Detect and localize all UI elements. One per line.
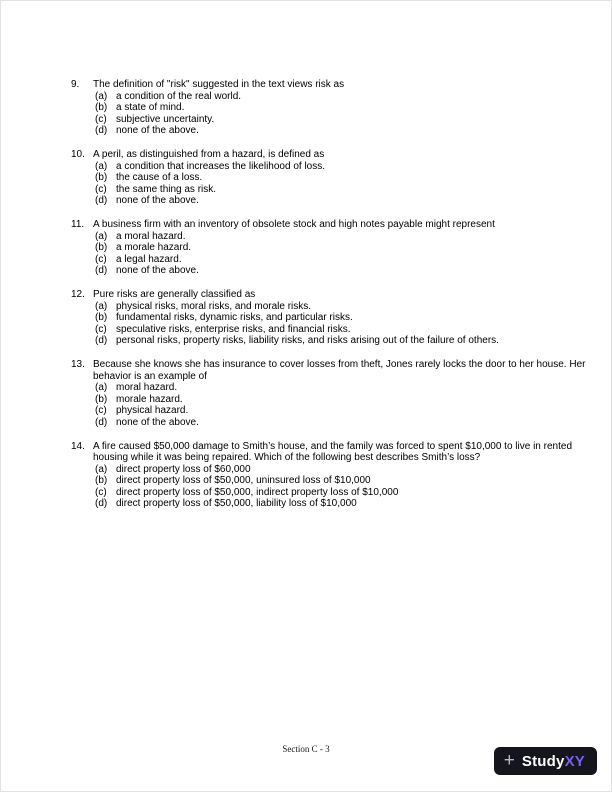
option-letter: (c) (95, 253, 107, 265)
question-stem: Because she knows she has insurance to cover losses from theft, Jones rarely locks the door to her house. Her behavior is an example of (93, 359, 586, 382)
option-text: physical hazard. (116, 405, 189, 416)
option-letter: (b) (95, 475, 108, 486)
question-9 (71, 79, 591, 137)
studyxy-logo (494, 747, 597, 775)
option-text: none of the above. (116, 265, 199, 276)
option-text: subjective uncertainty. (116, 113, 215, 125)
option-text: personal risks, property risks, liability risks, and risks arising out of the failure of others. (116, 335, 499, 346)
option-letter: (c) (95, 113, 107, 125)
option-text: the cause of a loss. (116, 172, 203, 183)
answer-option-a (93, 301, 591, 313)
answer-option-a (93, 161, 591, 173)
option-text: morale hazard. (116, 393, 183, 405)
option-letter: (a) (95, 160, 108, 172)
option-letter: (a) (95, 463, 108, 475)
brand-name-accent: XY (564, 752, 585, 770)
option-text: a moral hazard. (116, 230, 186, 242)
answer-option-b (93, 394, 591, 406)
option-text: fundamental risks, dynamic risks, and particular risks. (116, 312, 353, 323)
question-stem: A fire caused $50,000 damage to Smith’s house, and the family was forced to spent $10,000 to live in rented housing while it was being repaired. Which of the following best describes Smith’s loss? (93, 440, 573, 463)
option-letter: (c) (95, 183, 107, 195)
option-text: moral hazard. (116, 382, 178, 393)
option-text: direct property loss of $50,000, uninsured loss of $10,000 (116, 475, 371, 486)
answer-option-a (93, 382, 591, 394)
question-stem: A business firm with an inventory of obsolete stock and high notes payable might represent (93, 219, 495, 230)
option-letter: (a) (95, 230, 108, 242)
question-14 (71, 441, 591, 510)
answer-option-d (93, 417, 591, 429)
option-letter: (a) (95, 90, 108, 102)
option-letter: (d) (95, 416, 108, 428)
question-stem: The definition of "risk" suggested in the text views risk as (93, 79, 345, 90)
option-text: a legal hazard. (116, 253, 182, 265)
option-text: the same thing as risk. (116, 183, 217, 195)
option-letter: (c) (95, 486, 107, 498)
option-letter: (b) (95, 242, 108, 253)
question-number: 12. (71, 289, 85, 300)
question-body (93, 359, 591, 428)
option-letter: (c) (95, 405, 107, 416)
question-number: 11. (71, 219, 85, 230)
option-text: physical risks, moral risks, and morale risks. (116, 300, 312, 312)
option-text: speculative risks, enterprise risks, and financial risks. (116, 323, 351, 335)
question-number: 10. (71, 149, 85, 160)
option-text: direct property loss of $50,000, liability loss of $10,000 (116, 498, 357, 509)
question-body (93, 149, 591, 207)
question-number: 13. (71, 359, 85, 370)
option-text: a condition of the real world. (116, 90, 242, 102)
question-body (93, 219, 591, 277)
option-letter: (b) (95, 102, 108, 113)
answer-option-d (93, 265, 591, 277)
answer-option-b (93, 312, 591, 324)
option-text: none of the above. (116, 195, 199, 206)
question-13 (71, 359, 591, 428)
option-letter: (a) (95, 300, 108, 312)
answer-option-b (93, 475, 591, 487)
footer-section-label: Section C - 3 (282, 744, 330, 754)
option-text: a condition that increases the likelihood of loss. (116, 160, 326, 172)
answer-option-b (93, 172, 591, 184)
answer-option-b (93, 102, 591, 114)
option-text: none of the above. (116, 125, 199, 136)
answer-option-c (93, 254, 591, 266)
option-text: direct property loss of $60,000 (116, 463, 251, 475)
option-text: direct property loss of $50,000, indirect property loss of $10,000 (116, 486, 399, 498)
question-12 (71, 289, 591, 347)
answer-option-c (93, 184, 591, 196)
option-letter: (d) (95, 195, 108, 206)
option-letter: (b) (95, 312, 108, 323)
answer-option-d (93, 498, 591, 510)
plus-icon: + (503, 749, 515, 771)
option-letter: (b) (95, 172, 108, 183)
answer-option-d (93, 335, 591, 347)
question-stem: Pure risks are generally classified as (93, 289, 256, 300)
answer-option-a (93, 91, 591, 103)
option-text: a morale hazard. (116, 242, 192, 253)
brand-name-primary: Study (521, 752, 565, 770)
question-stem: A peril, as distinguished from a hazard, is defined as (93, 149, 325, 160)
option-letter: (d) (95, 335, 108, 346)
option-letter: (c) (95, 323, 107, 335)
answer-option-d (93, 195, 591, 207)
answer-option-a (93, 231, 591, 243)
answer-option-b (93, 242, 591, 254)
question-number: 14. (71, 440, 85, 452)
question-number: 9. (71, 79, 80, 90)
answer-option-c (93, 487, 591, 499)
brand-name (522, 754, 585, 769)
answer-option-d (93, 125, 591, 137)
option-letter: (d) (95, 265, 108, 276)
question-body (93, 289, 591, 347)
question-10 (71, 149, 591, 207)
option-letter: (d) (95, 125, 108, 136)
question-body (93, 79, 591, 137)
answer-option-c (93, 405, 591, 417)
option-letter: (d) (95, 498, 108, 509)
option-letter: (a) (95, 382, 108, 393)
answer-option-c (93, 324, 591, 336)
option-text: a state of mind. (116, 102, 185, 113)
question-11 (71, 219, 591, 277)
option-text: none of the above. (116, 416, 199, 428)
questions-area (71, 79, 591, 522)
option-letter: (b) (95, 393, 108, 405)
answer-option-a (93, 464, 591, 476)
answer-option-c (93, 114, 591, 126)
question-body (93, 441, 591, 510)
